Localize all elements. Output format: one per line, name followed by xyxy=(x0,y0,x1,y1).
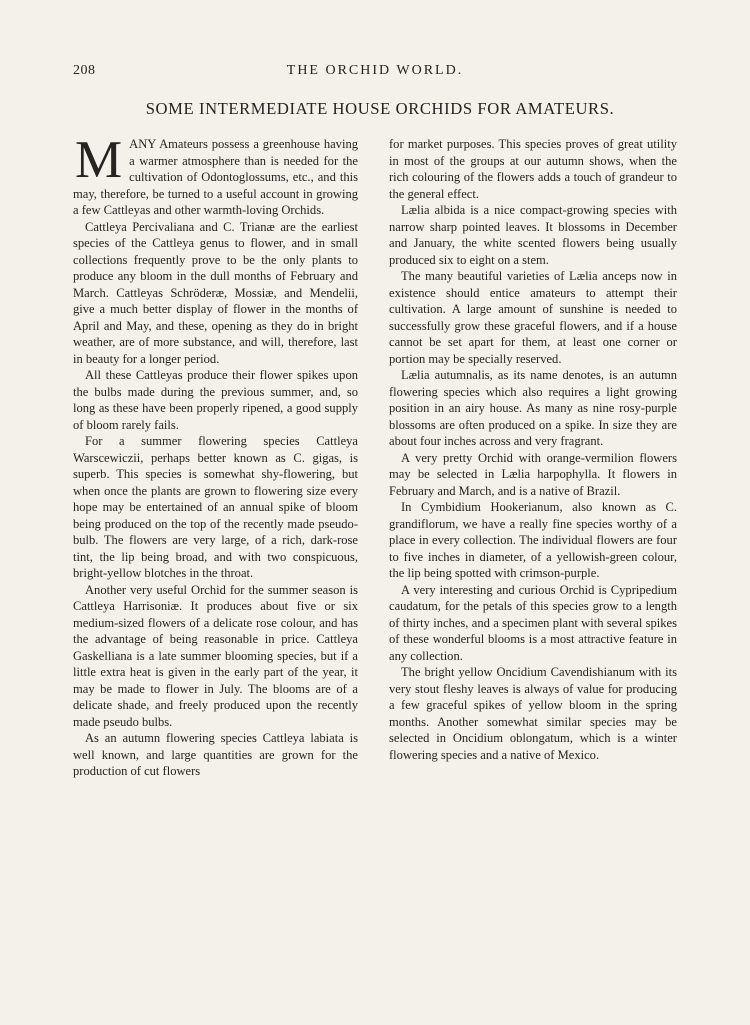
page-number: 208 xyxy=(73,63,96,78)
paragraph: Lælia autumnalis, as its name denotes, is an autumn flowering species which also requires a light growing position in an airy house. As many as nine rosy-purple blossoms are often produced on a spike. In size they are about four inches across and very fragrant. xyxy=(389,368,677,448)
running-head: THE ORCHID WORLD. xyxy=(286,63,464,78)
drop-cap: M xyxy=(75,131,123,189)
paragraph: for market purposes. This species proves of great utility in most of the groups at our autumn shows, when the rich colouring of the flowers adds a touch of grandeur to the general effect. xyxy=(389,137,677,201)
paragraph: Another very useful Orchid for the summer season is Cattleya Harrisoniæ. It produces about five or six medium-sized flowers of a delicate rose colour, and has the advantage of being reasonable in price. Cattleya Gaskelliana is a late summer blooming species, but if a little extra heat is given in the early part of the year, it may be made to flower in July. The blooms are of a delicate shade, and freely produced upon the recently made pseudo bulbs. xyxy=(73,582,358,729)
paragraph: A very interesting and curious Orchid is Cypripedium caudatum, for the petals of this species grow to a length of thirty inches, and a specimen plant with several spikes of these wonderful blooms is a most attractive feature in any collection. xyxy=(389,582,677,663)
paragraph-text: ANY Amateurs possess a greenhouse having a warmer atmosphere than is needed for the cultivation of Odontoglossums, etc., and this may, therefore, be turned to a useful account in growing a few Cattleyas and other warmth-loving Orchids. xyxy=(73,137,358,217)
paragraph xyxy=(73,131,358,219)
paragraph: A very pretty Orchid with orange-vermilion flowers may be selected in Lælia harpophylla. It flowers in February and March, and is a native of Brazil. xyxy=(389,450,677,498)
paragraph: As an autumn flowering species Cattleya labiata is well known, and large quantities are grown for the production of cut flowers xyxy=(73,731,358,778)
paragraph: The bright yellow Oncidium Cavendishianum with its very stout fleshy leaves is always of value for producing a few graceful spikes of yellow bloom in the spring months. Another somewhat similar species may be selected in Oncidium oblongatum, which is a winter flowering species and a native of Mexico. xyxy=(389,665,677,762)
paragraph: The many beautiful varieties of Lælia anceps now in existence should entice amateurs to attempt their cultivation. A large amount of sunshine is needed to successfully grow these graceful flowers, and if a house cannot be set apart for them, at least one corner or portion may be specially reserved. xyxy=(389,269,677,366)
article-title: SOME INTERMEDIATE HOUSE ORCHIDS FOR AMATEURS. xyxy=(145,99,615,118)
paragraph: All these Cattleyas produce their flower spikes upon the bulbs made during the previous summer, and, so long as these have been properly ripened, a good supply of bloom rarely fails. xyxy=(73,368,358,432)
left-column xyxy=(73,131,358,780)
paragraph: Cattleya Percivaliana and C. Trianæ are the earliest species of the Cattleya genus to flower, and in small collections frequently prove to be the only plants to produce any bloom in the dull months of February and March. Cattleyas Schröderæ, Mossiæ, and Mendelii, give a much better display of flower in the months of April and May, and these, opening as they do in bright weather, are of more substance, and will, therefore, last in beauty for a longer period. xyxy=(73,219,358,366)
paragraph: For a summer flowering species Cattleya Warscewiczii, perhaps better known as C. gigas, is superb. This species is somewhat shy-flowering, but when once the plants are grown to flowering size every hope may be entertained of an annual spike of bloom being produced on the top of the recently made pseudo-bulb. The flowers are very large, of a rich, dark-rose tint, the lip being broad, and with two conspicuous, bright-yellow blotches in the throat. xyxy=(73,434,358,580)
paragraph: Lælia albida is a nice compact-growing species with narrow sharp pointed leaves. It blossoms in December and January, the white scented flowers being usually produced six to eight on a stem. xyxy=(389,203,677,267)
paragraph: In Cymbidium Hookerianum, also known as C. grandiflorum, we have a really fine species worthy of a place in every collection. The individual flowers are four to five inches in diameter, of a yellowish-green colour, the lip being spotted with crimson-purple. xyxy=(389,500,677,580)
right-column xyxy=(389,136,677,763)
